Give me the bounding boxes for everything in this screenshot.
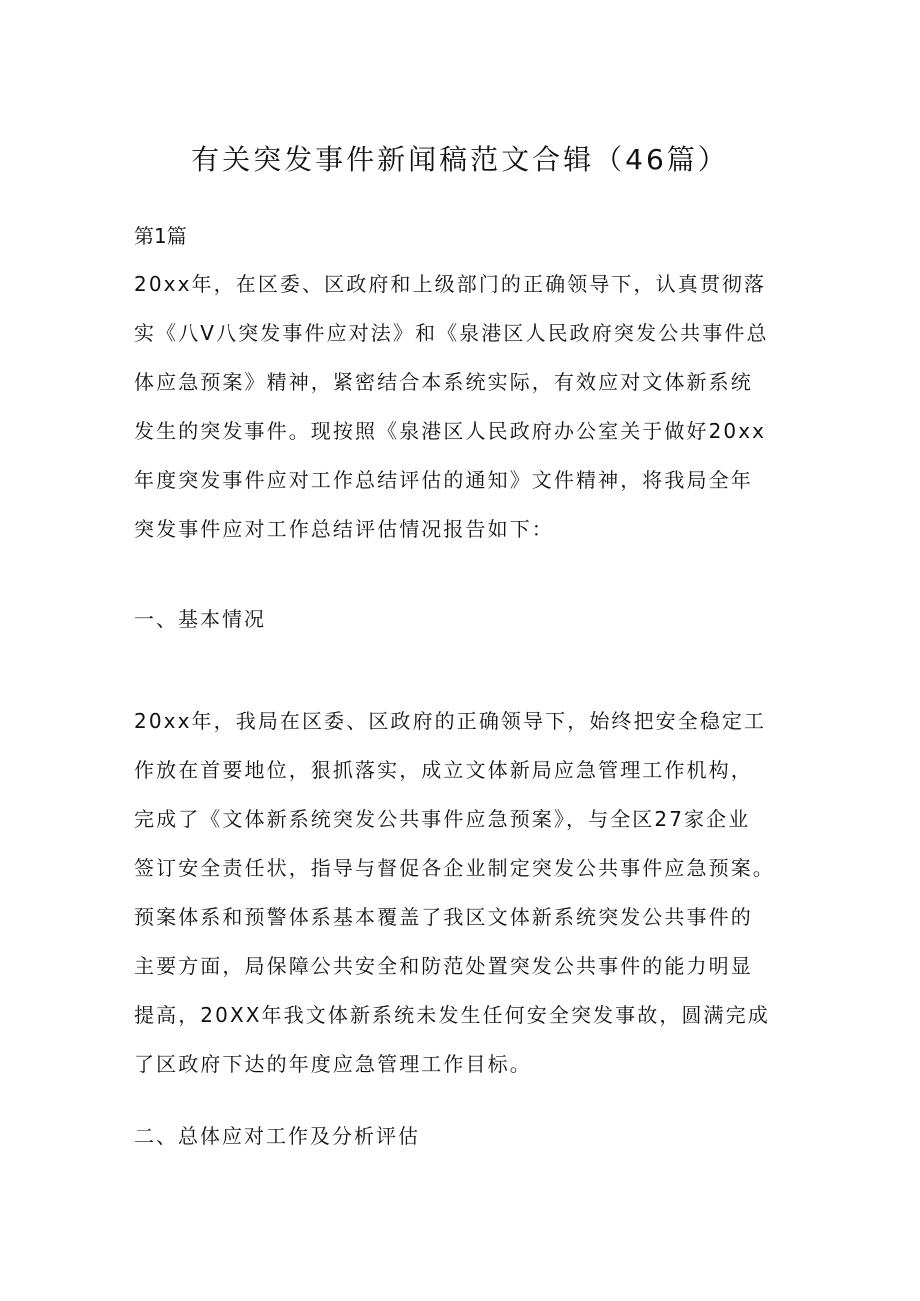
paragraph-line: 主要方面，局保障公共安全和防范处置突发公共事件的能力明显 <box>134 954 753 978</box>
section-heading-overall-response: 二、总体应对工作及分析评估 <box>134 1124 420 1148</box>
paragraph-line: 体应急预案》精神，紧密结合本系统实际，有效应对文体新系统 <box>134 370 753 394</box>
section-label: 第1篇 <box>134 224 187 248</box>
paragraph-line: 预案体系和预警体系基本覆盖了我区文体新系统突发公共事件的 <box>134 905 753 929</box>
paragraph-line: 年度突发事件应对工作总结评估的通知》文件精神，将我局全年 <box>134 468 753 492</box>
paragraph-line: 20xx年，在区委、区政府和上级部门的正确领导下，认真贯彻落 <box>134 272 767 296</box>
paragraph-line: 完成了《文体新系统突发公共事件应急预案》，与全区27家企业 <box>134 807 751 831</box>
paragraph-line: 20xx年，我局在区委、区政府的正确领导下，始终把安全稳定工 <box>134 709 767 733</box>
paragraph-line: 了区政府下达的年度应急管理工作目标。 <box>134 1052 532 1076</box>
paragraph-line: 作放在首要地位，狠抓落实，成立文体新局应急管理工作机构， <box>134 758 753 782</box>
paragraph-line: 发生的突发事件。现按照《泉港区人民政府办公室关于做好20xx <box>134 419 767 443</box>
paragraph-line: 实《八V八突发事件应对法》和《泉港区人民政府突发公共事件总 <box>134 321 769 345</box>
document-title: 有关突发事件新闻稿范文合辑（46篇） <box>191 143 729 176</box>
paragraph-line: 提高，20XX年我文体新系统未发生任何安全突发事故，圆满完成 <box>134 1003 770 1027</box>
paragraph-line: 突发事件应对工作总结评估情况报告如下： <box>134 517 554 541</box>
paragraph-line: 签订安全责任状，指导与督促各企业制定突发公共事件应急预案。 <box>134 856 775 880</box>
section-heading-basic-situation: 一、基本情况 <box>134 607 266 631</box>
